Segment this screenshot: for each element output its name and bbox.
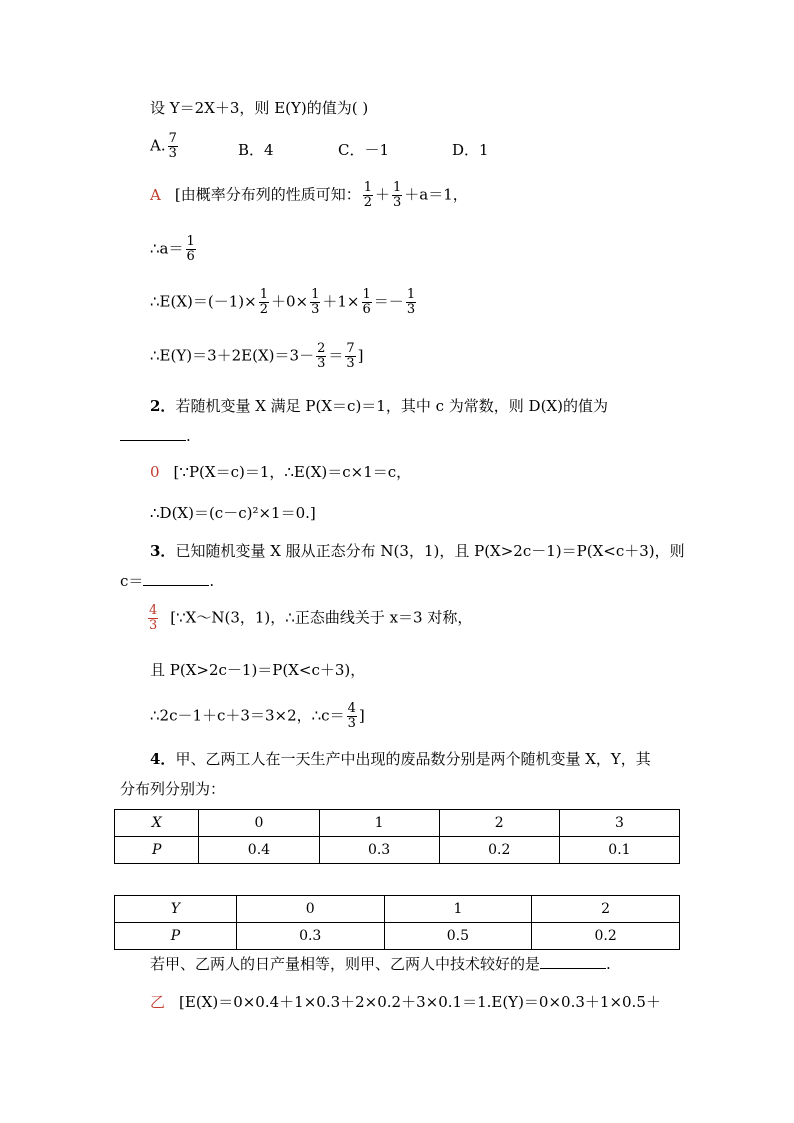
fraction-third-3: $\frac{1}{3}$ bbox=[406, 287, 416, 317]
q1-sol4-prefix: ∴E(Y)＝3＋2E(X)＝3－ bbox=[150, 346, 315, 365]
q3-answer-blank bbox=[143, 571, 209, 586]
table-row bbox=[115, 896, 680, 923]
fraction-third-2: $\frac{1}{3}$ bbox=[311, 287, 320, 317]
q2-number: 2． bbox=[150, 397, 176, 415]
q1-solution-line1: A [由概率分布列的性质可知： $\frac{1}{2}$ ＋ $\frac{1}{3}$ ＋a＝1， bbox=[150, 180, 468, 210]
table-row bbox=[115, 837, 680, 864]
q2-blank-line bbox=[120, 426, 191, 446]
q4-question bbox=[150, 954, 611, 974]
table-row bbox=[115, 810, 680, 837]
q2-answer-blank bbox=[120, 426, 186, 441]
table-cell: Y bbox=[115, 896, 237, 923]
table-cell: P bbox=[115, 923, 237, 950]
q1-options bbox=[150, 132, 180, 161]
q4-question-text: 若甲、乙两人的日产量相等，则甲、乙两人中技术较好的是 bbox=[150, 955, 541, 973]
distribution-table-x bbox=[114, 809, 680, 864]
table-cell: 0 bbox=[236, 896, 384, 923]
q4-stem-text: 甲、乙两工人在一天生产中出现的废品数分别是两个随机变量 X，Y，其 bbox=[175, 750, 651, 768]
fraction-sixth-2: $\frac{1}{6}$ bbox=[362, 287, 371, 317]
q3-solution-line2: 且 P(X>2c－1)＝P(X<c＋3)， bbox=[150, 661, 366, 679]
q3-stem bbox=[150, 541, 685, 561]
fraction-seven-thirds: $\frac{7}{3}$ bbox=[346, 341, 355, 371]
q4-solution-line1 bbox=[150, 992, 661, 1012]
q1-sol3-mid1: ＋0× bbox=[270, 292, 309, 311]
q1-answer: A bbox=[150, 185, 161, 204]
q3-stem2: c＝ bbox=[120, 572, 144, 590]
q3-dot: . bbox=[209, 572, 215, 590]
q3-fraction-four-thirds: $\frac{4}{3}$ bbox=[347, 701, 356, 731]
q3-answer-fraction: $\frac{4}{3}$ bbox=[149, 603, 158, 633]
q3-stem-line2 bbox=[120, 571, 214, 591]
q4-number: 4． bbox=[150, 750, 176, 768]
fraction-sixth: $\frac{1}{6}$ bbox=[186, 234, 195, 264]
table-row bbox=[115, 923, 680, 950]
table-cell: P bbox=[115, 837, 199, 864]
table-cell: 0.2 bbox=[439, 837, 559, 864]
table-cell: 0.5 bbox=[384, 923, 532, 950]
q1-sol4-end: ] bbox=[357, 346, 364, 365]
table-cell: 2 bbox=[439, 810, 559, 837]
fraction-half-2: $\frac{1}{2}$ bbox=[259, 287, 268, 317]
q1-solution-line2 bbox=[150, 235, 198, 264]
q2-solution-line1 bbox=[150, 462, 411, 482]
table-cell: 1 bbox=[384, 896, 532, 923]
table-cell: 1 bbox=[319, 810, 439, 837]
q1-sol3-mid2: ＋1× bbox=[322, 292, 360, 311]
table-cell: 0.2 bbox=[532, 923, 680, 950]
table-cell: 0.3 bbox=[319, 837, 439, 864]
option-b: B．4 bbox=[238, 141, 274, 159]
q1-sol1-tail: ＋a＝1， bbox=[404, 185, 468, 204]
table-cell: 0.1 bbox=[559, 837, 679, 864]
q3-number: 3． bbox=[150, 542, 176, 560]
distribution-table-y bbox=[114, 895, 680, 950]
q2-stem bbox=[150, 396, 608, 416]
q2-sol1: [∵P(X＝c)＝1，∴E(X)＝c×1＝c， bbox=[173, 463, 412, 481]
q4-stem-line2: 分布列分别为： bbox=[120, 780, 226, 798]
q1-solution-line4: ∴E(Y)＝3＋2E(X)＝3－ $\frac{2}{3}$ ＝ $\frac{7}{3}$ ] bbox=[150, 341, 364, 371]
q1-sol1-text: [由概率分布列的性质可知： bbox=[174, 185, 361, 204]
q3-stem-text: 已知随机变量 X 服从正态分布 N(3，1)，且 P(X>2c－1)＝P(X<c＋3)，则 bbox=[175, 542, 685, 560]
q3-sol3-prefix: ∴2c－1＋c＋3＝3×2，∴c＝ bbox=[150, 706, 345, 725]
q1-sol3-mid3: ＝－ bbox=[373, 292, 404, 311]
q1-stem: 设 Y＝2X＋3，则 E(Y)的值为( ) bbox=[150, 99, 369, 117]
q4-answer-blank bbox=[540, 954, 606, 969]
q1-solution-line3 bbox=[150, 288, 418, 317]
q3-solution-line3 bbox=[150, 702, 365, 731]
table-cell: 2 bbox=[532, 896, 680, 923]
option-a-fraction: $\frac{7}{3}$ bbox=[168, 131, 177, 161]
q2-solution-line2: ∴D(X)＝(c－c)²×1＝0.] bbox=[150, 504, 316, 522]
table-cell: 0.4 bbox=[199, 837, 319, 864]
fraction-half: $\frac{1}{2}$ bbox=[363, 180, 372, 210]
option-a-label: A. bbox=[150, 136, 166, 155]
fraction-third: $\frac{1}{3}$ bbox=[393, 180, 402, 210]
table-cell: 0 bbox=[199, 810, 319, 837]
q4-dot: . bbox=[606, 955, 611, 973]
q4-stem bbox=[150, 749, 651, 769]
q4-answer: 乙 bbox=[150, 993, 166, 1011]
q1-sol2-prefix: ∴a＝ bbox=[150, 239, 184, 258]
q2-dot: . bbox=[186, 427, 191, 445]
table-cell: 0.3 bbox=[236, 923, 384, 950]
q1-sol3-prefix: ∴E(X)＝(－1)× bbox=[150, 292, 257, 311]
option-c: C．－1 bbox=[338, 141, 390, 159]
q4-sol1: [E(X)＝0×0.4＋1×0.3＋2×0.2＋3×0.1＝1.E(Y)＝0×0.3＋1×0.5＋ bbox=[179, 993, 661, 1011]
table-cell: 3 bbox=[559, 810, 679, 837]
table-cell: X bbox=[115, 810, 199, 837]
q3-solution-line1 bbox=[146, 604, 472, 633]
q3-sol3-end: ] bbox=[358, 706, 365, 725]
fraction-two-thirds: $\frac{2}{3}$ bbox=[317, 341, 326, 371]
option-d: D．1 bbox=[452, 141, 489, 159]
q2-answer: 0 bbox=[150, 463, 160, 481]
q2-stem-text: 若随机变量 X 满足 P(X＝c)＝1，其中 c 为常数，则 D(X)的值为 bbox=[175, 397, 608, 415]
q3-sol1: [∵X～N(3，1)，∴正态曲线关于 x＝3 对称， bbox=[170, 608, 473, 627]
